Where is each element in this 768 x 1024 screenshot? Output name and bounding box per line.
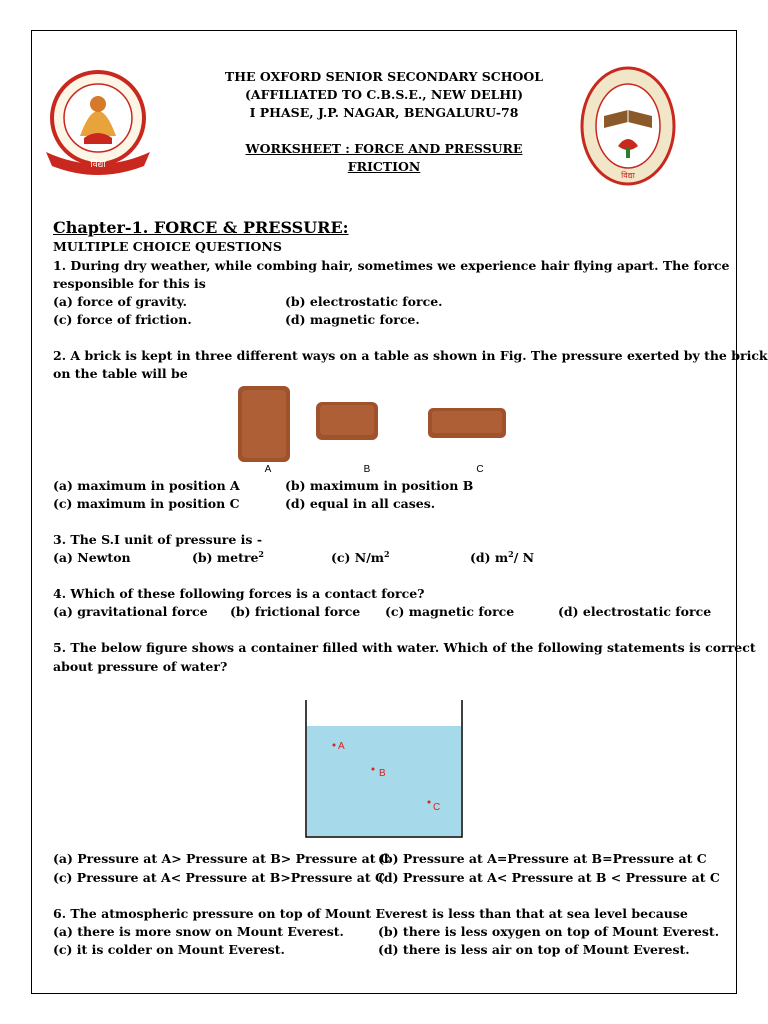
q3-text: 3. The S.I unit of pressure is -: [53, 532, 263, 547]
q5-option-b: (b) Pressure at A=Pressure at B=Pressure at C: [378, 851, 707, 866]
q6-option-c: (c) it is colder on Mount Everest.: [53, 942, 285, 957]
q2-text-line2: on the table will be: [53, 366, 188, 381]
q4-option-d: (d) electrostatic force: [558, 604, 712, 619]
water-container-figure: [303, 698, 465, 840]
point-label-c: C: [433, 802, 441, 813]
q2-option-a: (a) maximum in position A: [53, 478, 240, 493]
q3-option-c: (c) $N/m^2$: [331, 548, 390, 565]
brick-label-a: A: [264, 464, 272, 475]
q5-text-line1: 5. The below figure shows a container filled with water. Which of the following statements is correct: [53, 640, 756, 655]
q4-text: 4. Which of these following forces is a contact force?: [53, 586, 425, 601]
q2-option-b: (b) maximum in position B: [285, 478, 474, 493]
q3-option-b: (b) metre$^2$: [192, 548, 264, 565]
q1-option-a: (a) force of gravity.: [53, 294, 187, 309]
svg-text:विद्या: विद्या: [621, 171, 635, 180]
q6-option-b: (b) there is less oxygen on top of Mount Everest.: [378, 924, 720, 939]
school-name: THE OXFORD SENIOR SECONDARY SCHOOL: [224, 69, 544, 84]
worksheet-subtopic: FRICTION: [347, 159, 421, 174]
point-label-a: A: [338, 741, 345, 752]
q4-option-c: (c) magnetic force: [385, 604, 515, 619]
q1-text-line2: responsible for this is: [53, 276, 206, 291]
q5-text-line2: about pressure of water?: [53, 659, 228, 674]
affiliation: (AFFILIATED TO C.B.S.E., NEW DELHI): [244, 87, 523, 102]
q1-text-line1: 1. During dry weather, while combing hair, sometimes we experience hair flying apart. The force: [53, 258, 730, 273]
q2-option-c: (c) maximum in position C: [53, 496, 240, 511]
brick-label-b: B: [363, 464, 371, 475]
q6-option-d: (d) there is less air on top of Mount Everest.: [378, 942, 690, 957]
q2-text-line1: 2. A brick is kept in three different ways on a table as shown in Fig. The pressure exerted by the brick: [53, 348, 768, 363]
q3-option-a: (a) Newton: [53, 550, 131, 565]
q1-option-c: (c) force of friction.: [53, 312, 192, 327]
q6-text: 6. The atmospheric pressure on top of Mount Everest is less than that at sea level because: [53, 906, 688, 921]
brick-label-c: C: [476, 464, 484, 475]
school-address: I PHASE, J.P. NAGAR, BENGALURU-78: [249, 105, 519, 120]
svg-text:विद्या: विद्या: [90, 160, 106, 170]
brick-figure: [232, 384, 537, 476]
chapter-title: Chapter-1. FORCE & PRESSURE:: [53, 218, 349, 237]
q5-option-d: (d) Pressure at A< Pressure at B < Pressure at C: [378, 870, 720, 885]
q5-option-a: (a) Pressure at A> Pressure at B> Pressure at C: [53, 851, 390, 866]
worksheet-title: WORKSHEET : FORCE AND PRESSURE: [245, 141, 523, 156]
q6-option-a: (a) there is more snow on Mount Everest.: [53, 924, 344, 939]
q4-option-a: (a) gravitational force: [53, 604, 208, 619]
q4-option-b: (b) frictional force: [230, 604, 361, 619]
point-label-b: B: [379, 768, 386, 779]
q2-option-d: (d) equal in all cases.: [285, 496, 436, 511]
section-title: MULTIPLE CHOICE QUESTIONS: [53, 239, 282, 254]
q1-option-b: (b) electrostatic force.: [285, 294, 443, 309]
q3-option-d: (d) $m^2/$ N: [470, 548, 535, 565]
q1-option-d: (d) magnetic force.: [285, 312, 420, 327]
water: [307, 726, 461, 836]
q5-option-c: (c) Pressure at A< Pressure at B>Pressure at C: [53, 870, 385, 885]
